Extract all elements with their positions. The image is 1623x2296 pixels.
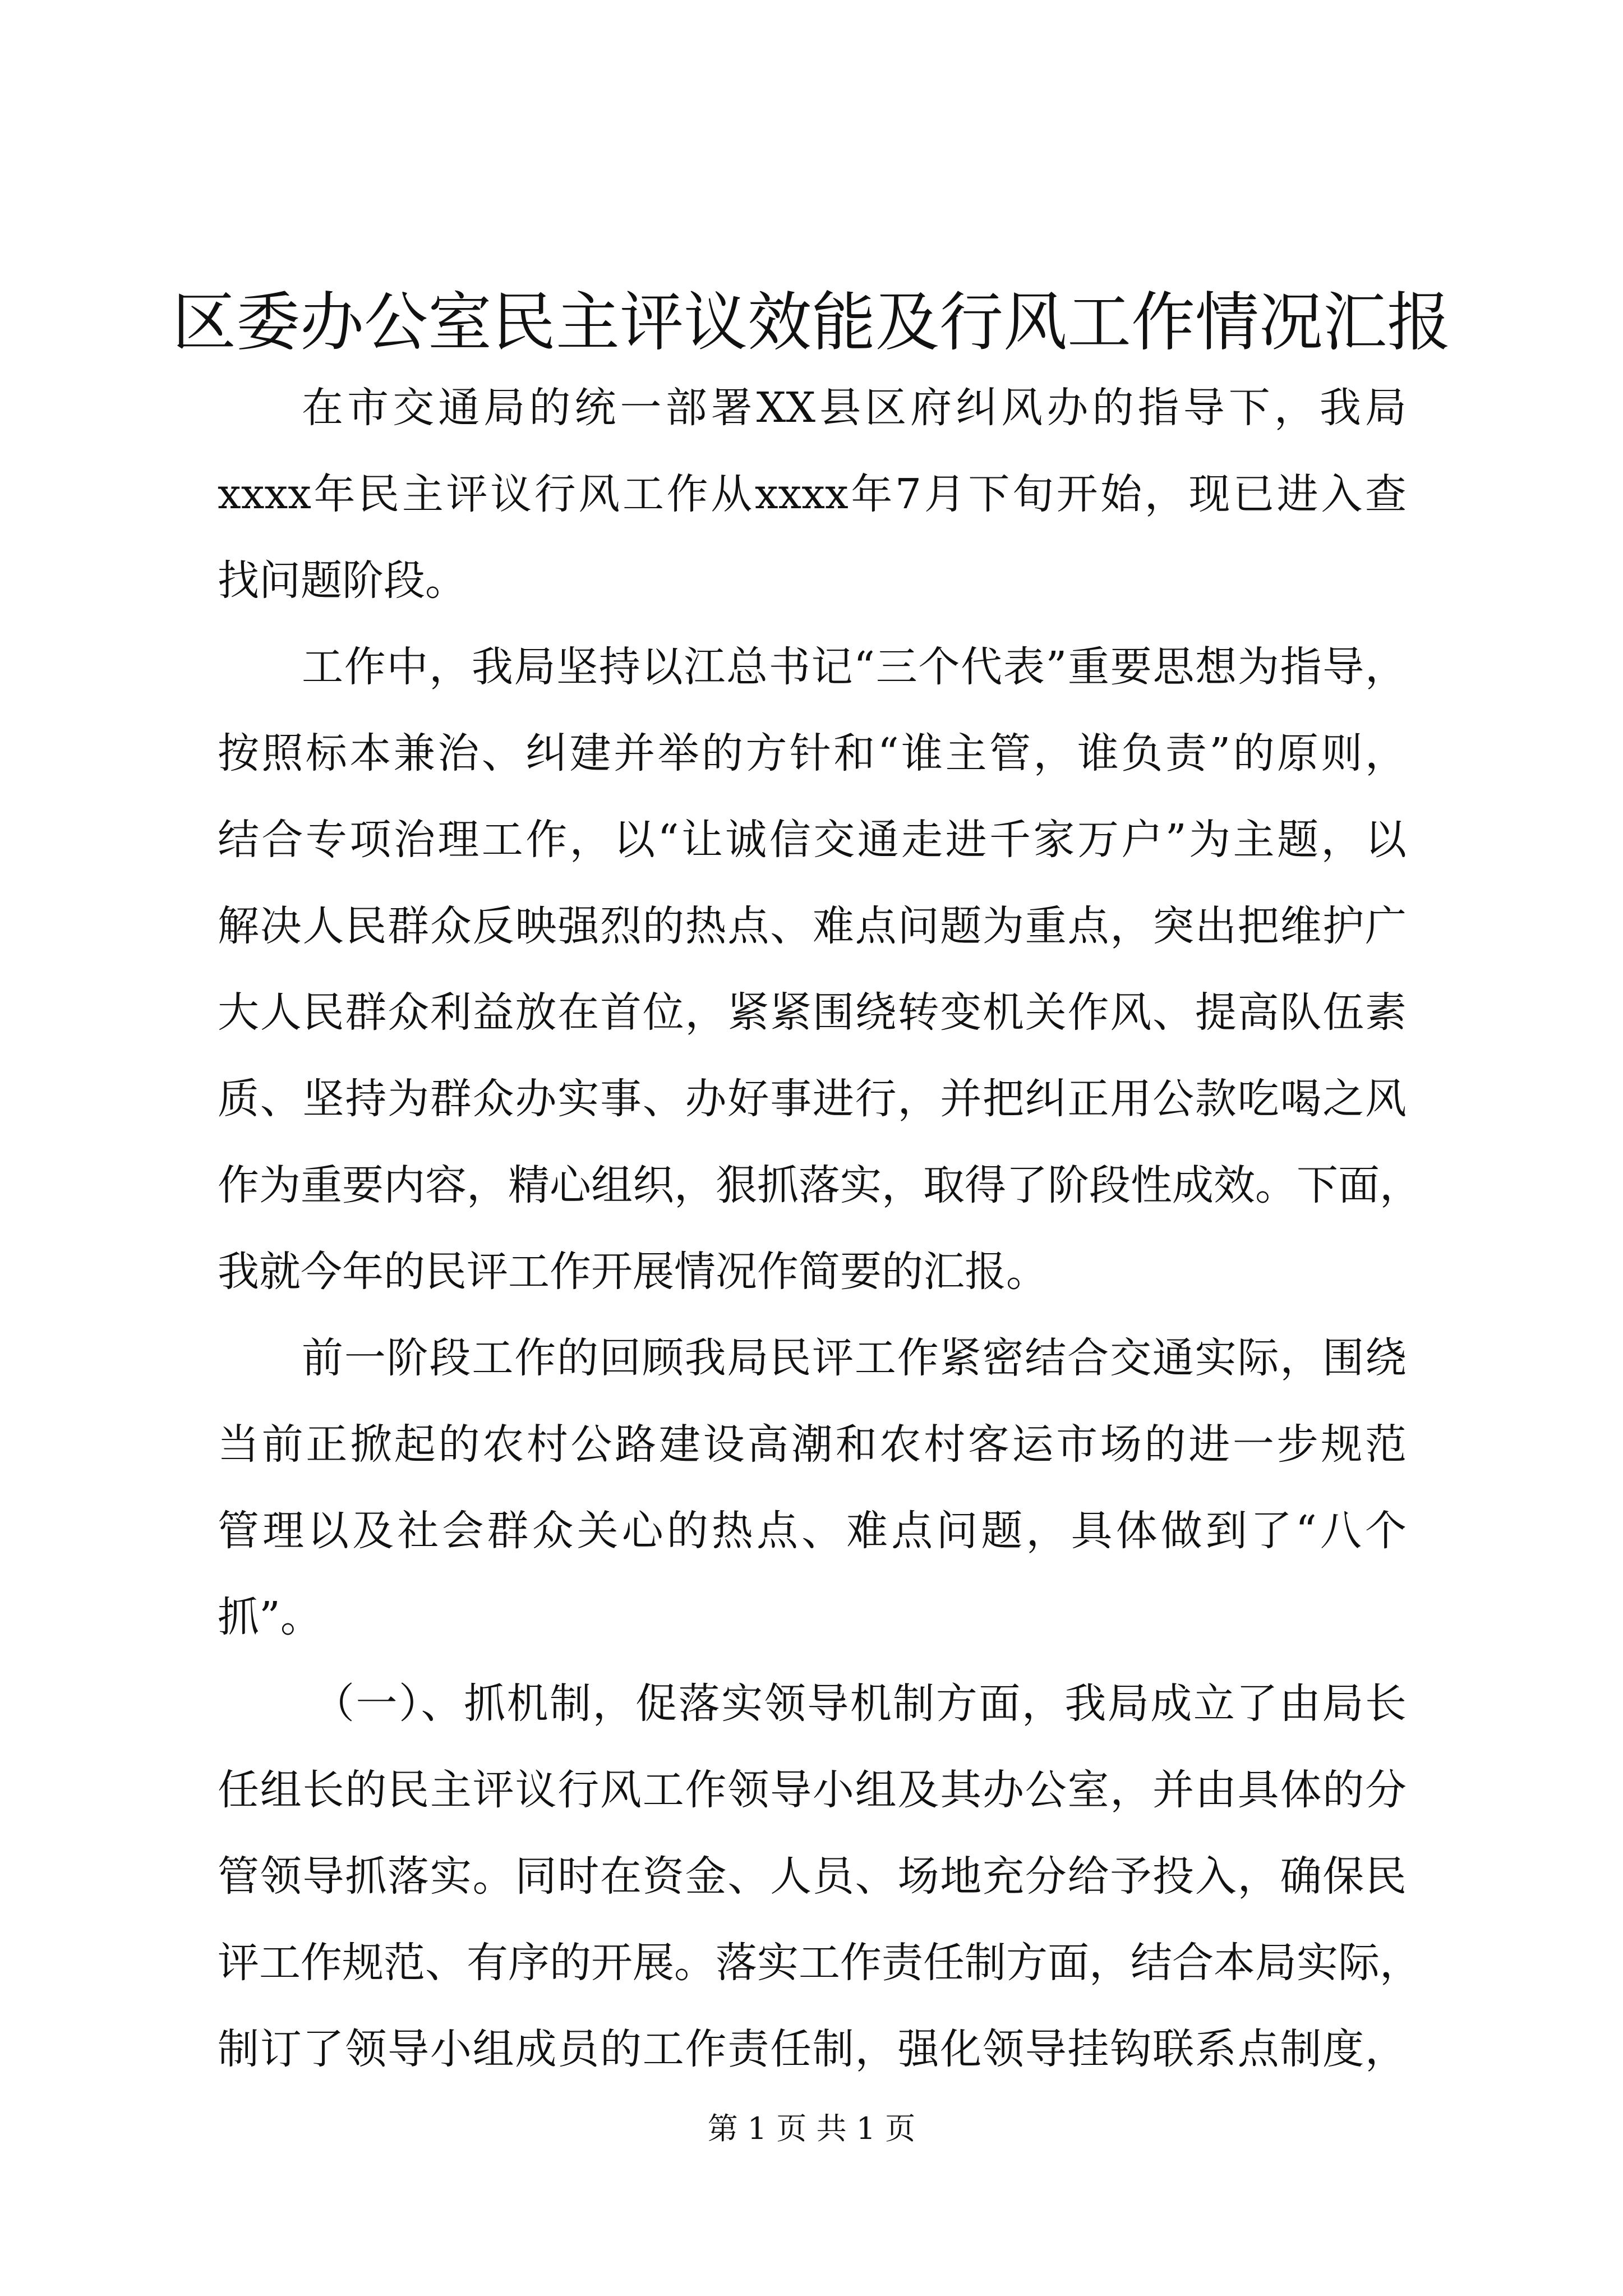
text-line: 解决人民群众反映强烈的热点、难点问题为重点，突出把维护广	[218, 902, 1407, 950]
text-line: 当前正掀起的农村公路建设高潮和农村客运市场的进一步规范	[218, 1420, 1407, 1469]
text-line: 制订了领导小组成员的工作责任制，强化领导挂钩联系点制度，	[218, 2025, 1407, 2073]
document-body	[218, 365, 1421, 2092]
text-line: 管理以及社会群众关心的热点、难点问题，具体做到了“八个	[218, 1507, 1407, 1555]
page-footer: 第 1 页 共 1 页	[707, 2111, 916, 2146]
text-line: xxxx年民主评议行风工作从xxxx年7月下旬开始，现已进入查	[218, 470, 1407, 518]
text-line: 结合专项治理工作，以“让诚信交通走进千家万户”为主题，以	[218, 816, 1407, 864]
document-title: 区委办公室民主评议效能及行风工作情况汇报	[172, 285, 1451, 360]
text-line: 作为重要内容，精心组织，狠抓落实，取得了阶段性成效。下面，	[218, 1161, 1421, 1209]
text-line: 找问题阶段。	[218, 556, 467, 605]
text-line: 在市交通局的统一部署XX县区府纠风办的指导下，我局	[302, 384, 1407, 432]
text-line: 工作中，我局坚持以江总书记“三个代表”重要思想为指导，	[302, 643, 1407, 691]
text-line: 大人民群众利益放在首位，紧紧围绕转变机关作风、提高队伍素	[218, 988, 1407, 1037]
text-line: 我就今年的民评工作开展情况作简要的汇报。	[218, 1248, 1048, 1296]
text-line: （一）、抓机制，促落实领导机制方面，我局成立了由局长	[313, 1680, 1407, 1728]
text-line: 按照标本兼治、纠建并举的方针和“谁主管，谁负责”的原则，	[218, 729, 1407, 777]
text-line: 质、坚持为群众办实事、办好事进行，并把纠正用公款吃喝之风	[218, 1075, 1407, 1123]
text-line: 抓”。	[218, 1593, 322, 1641]
text-line: 管领导抓落实。同时在资金、人员、场地充分给予投入，确保民	[218, 1852, 1407, 1901]
text-line: 前一阶段工作的回顾我局民评工作紧密结合交通实际，围绕	[302, 1334, 1407, 1382]
text-line: 任组长的民主评议行风工作领导小组及其办公室，并由具体的分	[218, 1766, 1407, 1814]
text-line: 评工作规范、有序的开展。落实工作责任制方面，结合本局实际，	[218, 1939, 1421, 1987]
